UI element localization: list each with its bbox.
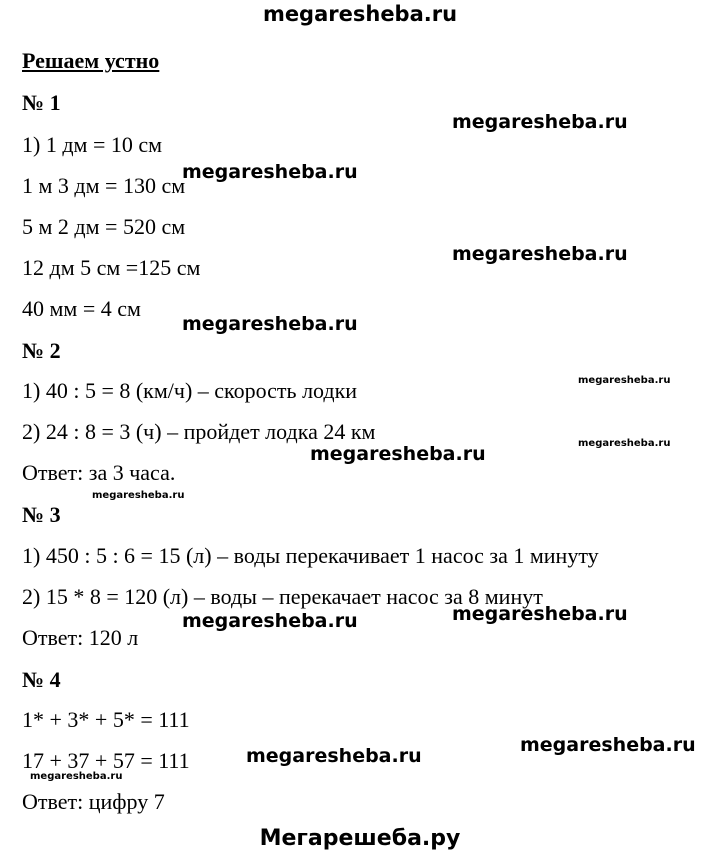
watermark: megaresheba.ru <box>182 610 358 632</box>
task-1-line: 1) 1 дм = 10 см <box>22 132 163 157</box>
task-1-number: № 1 <box>22 90 61 115</box>
watermark: megaresheba.ru <box>182 161 358 183</box>
watermark: megaresheba.ru <box>578 375 671 386</box>
task-4-line: 1* + 3* + 5* = 111 <box>22 707 190 732</box>
task-3-line: 1) 450 : 5 : 6 = 15 (л) – воды перекачивает 1 насос за 1 минуту <box>22 543 599 568</box>
watermark: megaresheba.ru <box>452 603 628 625</box>
site-header: megaresheba.ru <box>262 2 458 26</box>
task-3-number: № 3 <box>22 502 61 527</box>
task-1-line: 12 дм 5 см =125 см <box>22 255 201 280</box>
watermark: megaresheba.ru <box>182 313 358 335</box>
watermark: megaresheba.ru <box>30 771 123 782</box>
site-footer: Мегарешеба.ру <box>259 826 461 851</box>
task-2-line: 1) 40 : 5 = 8 (км/ч) – скорость лодки <box>22 378 358 403</box>
task-2-answer: Ответ: за 3 часа. <box>22 460 176 485</box>
task-4-line: 17 + 37 + 57 = 111 <box>22 748 190 773</box>
watermark: megaresheba.ru <box>310 443 486 465</box>
task-1-line: 40 мм = 4 см <box>22 296 141 321</box>
task-2-number: № 2 <box>22 338 61 363</box>
section-title: Решаем устно <box>22 48 160 73</box>
watermark: megaresheba.ru <box>578 438 671 449</box>
task-2-line: 2) 24 : 8 = 3 (ч) – пройдет лодка 24 км <box>22 419 376 444</box>
watermark: megaresheba.ru <box>452 243 628 265</box>
watermark: megaresheba.ru <box>246 745 422 767</box>
watermark: megaresheba.ru <box>452 111 628 133</box>
watermark: megaresheba.ru <box>92 490 185 501</box>
task-1-line: 1 м 3 дм = 130 см <box>22 173 186 198</box>
task-1-line: 5 м 2 дм = 520 см <box>22 214 186 239</box>
task-4-number: № 4 <box>22 667 61 692</box>
task-4-answer: Ответ: цифру 7 <box>22 789 165 814</box>
task-3-answer: Ответ: 120 л <box>22 625 139 650</box>
task-3-line: 2) 15 * 8 = 120 (л) – воды – перекачает насос за 8 минут <box>22 584 543 609</box>
watermark: megaresheba.ru <box>520 734 696 756</box>
